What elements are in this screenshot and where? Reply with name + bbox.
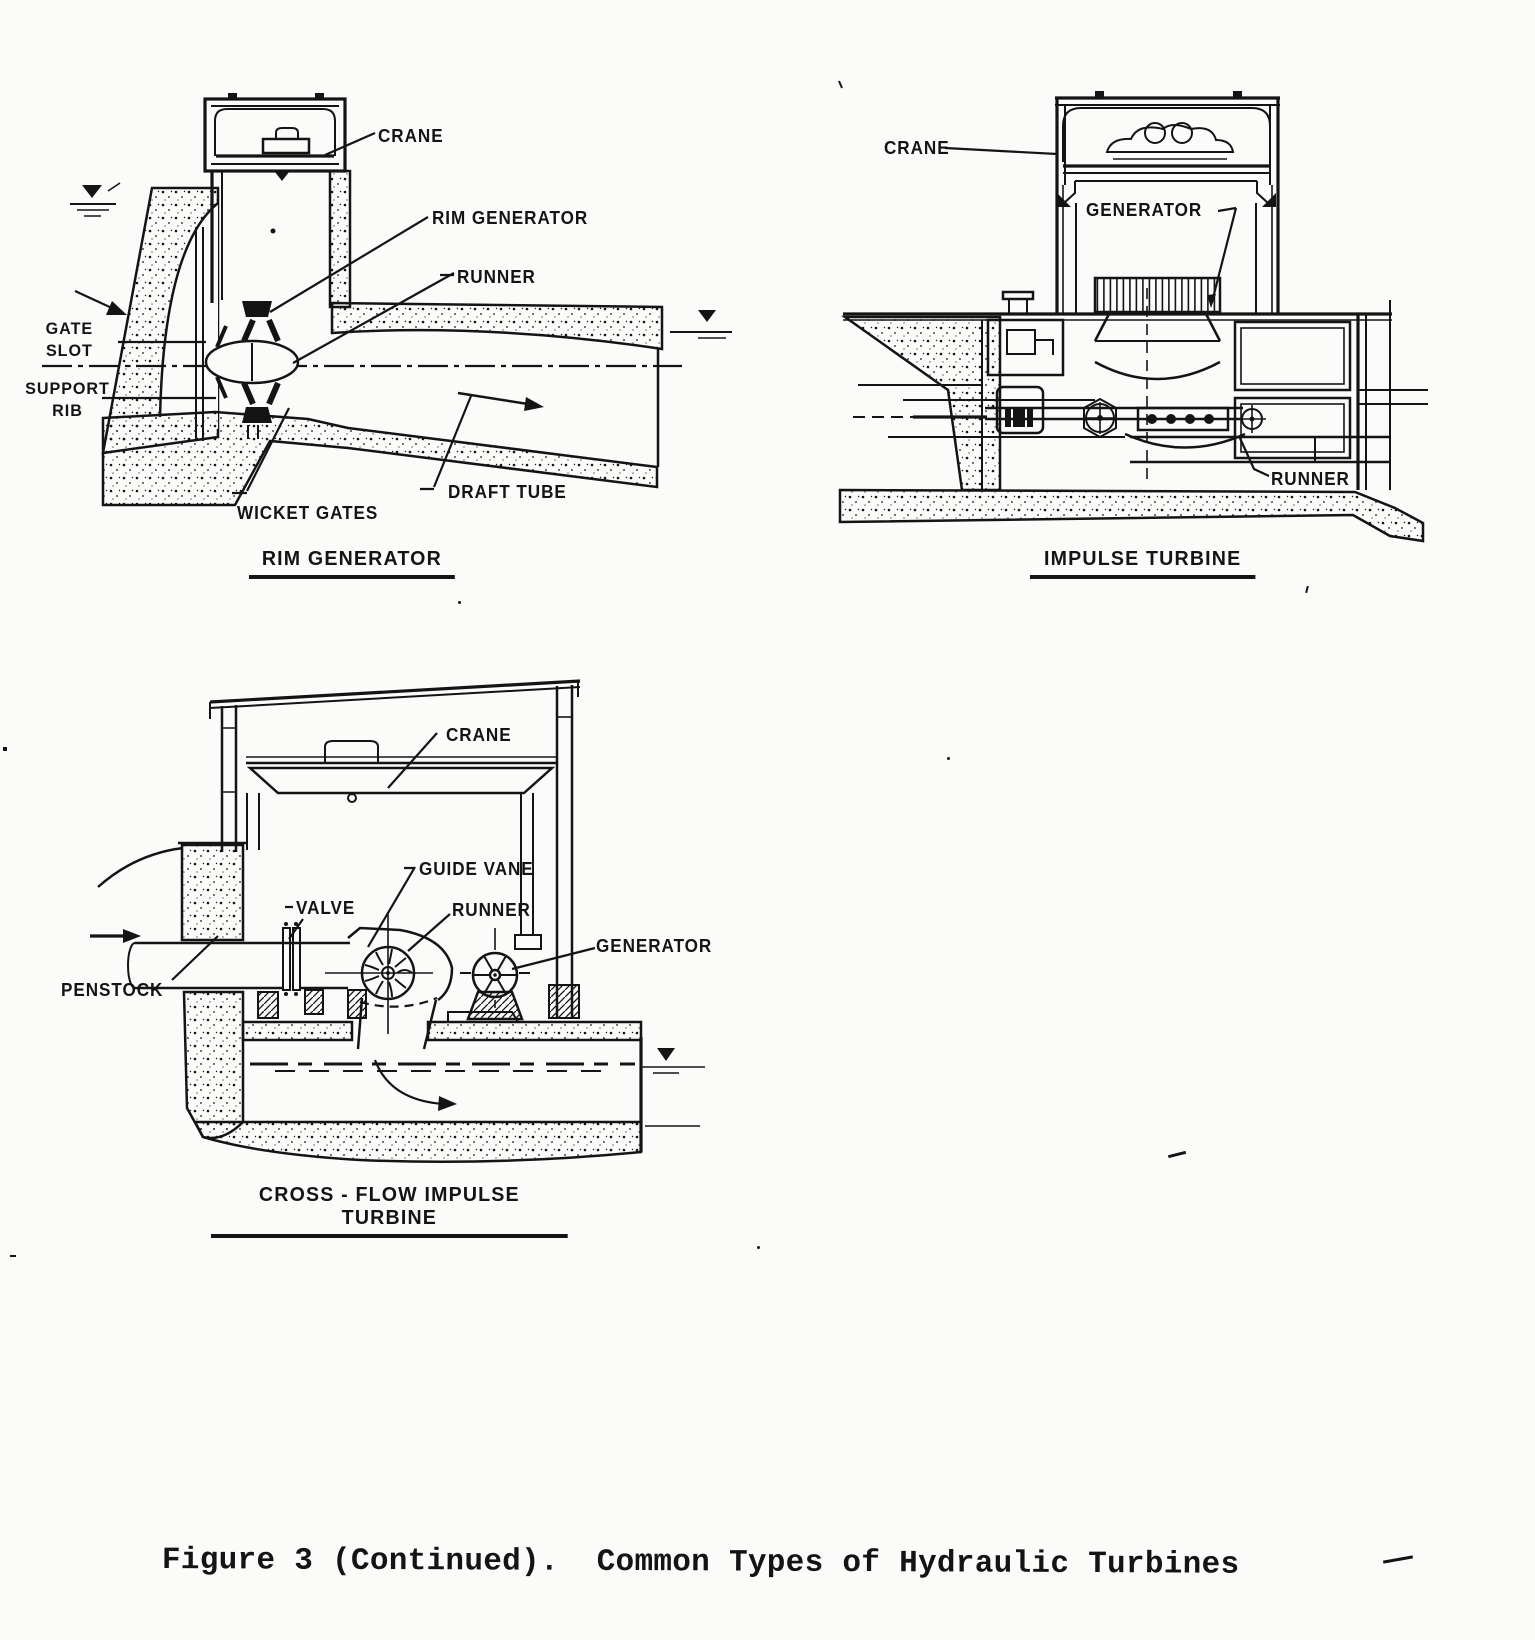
water-level-icon [670,310,732,338]
crane-bridge [246,741,556,802]
fig3-penstock-label: PENSTOCK [61,980,164,1000]
fig1-gate-slot-label [39,318,100,362]
fig3-crane-label: CRANE [446,725,512,745]
generator-unit [1003,208,1236,314]
scan-artifact [1383,1555,1413,1563]
water-level-icon [657,1048,675,1061]
scan-artifact [1168,1151,1186,1158]
fig2-runner-label: RUNNER [1271,469,1350,489]
scan-artifact [947,757,950,760]
powerhouse-section [840,288,1428,541]
fig1-support-rib-label [20,378,115,422]
fig1-wicket-gates-label: WICKET GATES [237,503,379,523]
building [210,681,580,1018]
scan-artifact [1305,586,1309,593]
support-rib-line1: SUPPORT [25,379,110,398]
fig3-valve-label: VALVE [296,898,356,918]
fig3-guide-vane-label: GUIDE VANE [419,859,534,879]
vent-pipe [1009,298,1027,314]
runner-assembly [1125,405,1266,448]
rim-generator-diagram [30,85,735,530]
support-rib-line2: RIB [52,401,83,420]
figure-caption: Figure 3 (Continued). Common Types of Hydraulic Turbines [161,1543,1240,1583]
fig1-runner-label: RUNNER [457,267,536,287]
cross-flow-turbine-diagram [75,640,825,1170]
gate-slot-line1: GATE [45,319,94,338]
fig3-title: CROSS - FLOW IMPULSE TURBINE [211,1184,568,1238]
fig2-title: IMPULSE TURBINE [1030,548,1255,579]
fig1-crane-label: CRANE [378,126,444,146]
crane-trolley [1107,123,1233,159]
generator-unit [460,928,530,1019]
scan-artifact [757,1246,760,1249]
scan-artifact [458,601,461,604]
gate-slot-line2: SLOT [45,341,93,360]
fig3-runner-label: RUNNER [452,900,531,920]
scan-artifact [3,747,7,751]
fig2-crane-label: CRANE [884,138,950,158]
fig2-generator-label: GENERATOR [1086,200,1203,220]
fig1-draft-tube-label: DRAFT TUBE [448,482,567,502]
crane-house [205,93,350,307]
fig1-rim-generator-label: RIM GENERATOR [432,208,589,228]
fig1-title: RIM GENERATOR [249,548,455,579]
water-level-icon [70,183,120,216]
scan-artifact [10,1255,16,1257]
scan-artifact [839,81,842,88]
fig3-generator-label: GENERATOR [596,936,713,956]
